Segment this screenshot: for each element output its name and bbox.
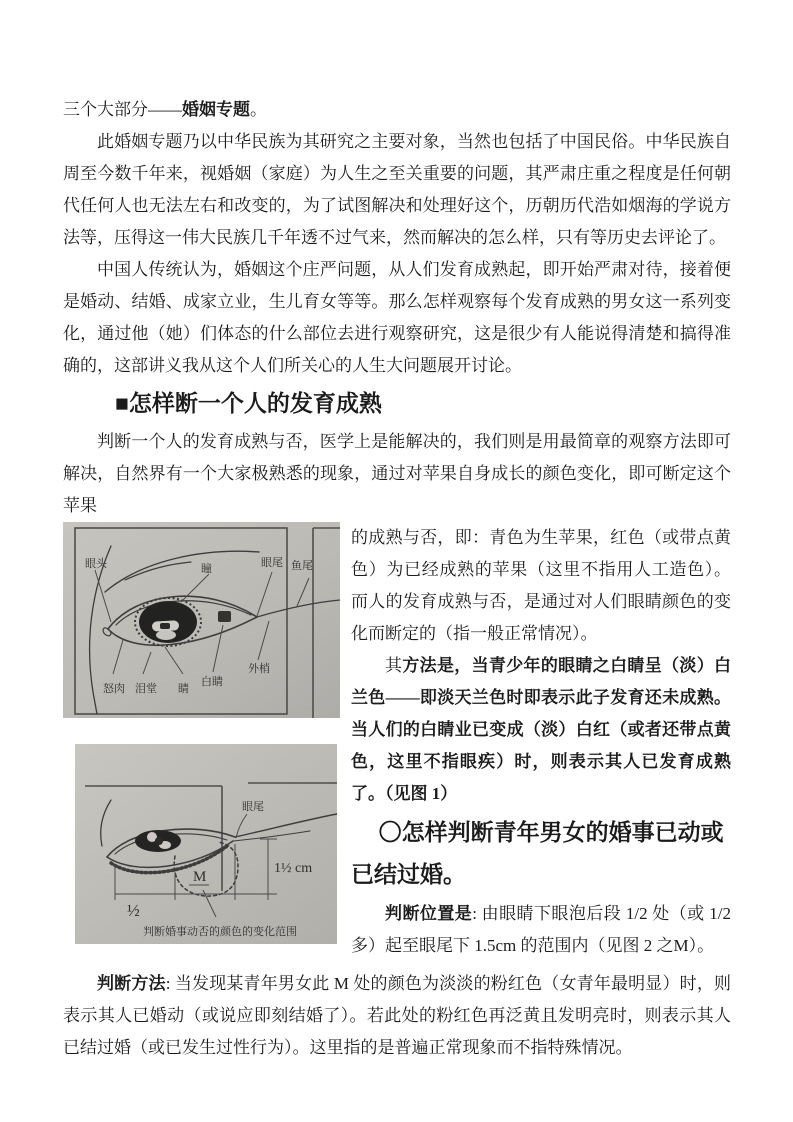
figure-1-label-wai-shao: 外梢 [248, 663, 270, 675]
intro-suffix: 。 [250, 100, 267, 119]
intro-prefix: 三个大部分—— [63, 100, 182, 119]
figure-2-photo-background [75, 744, 337, 944]
figure-2-dim-bottom-label: ½ [127, 901, 140, 920]
figure-2-dim-right-label: 1½ cm [274, 861, 313, 876]
para-method-prefix: 其 [385, 656, 403, 675]
para-marriage-topic: 此婚姻专题乃以中华民族为其研究之主要对象，当然也包括了中国民俗。中华民族自周至今数千年来，视婚姻（家庭）为人生之至关重要的问题，其严肃庄重之程度是任何朝代任何人也无法左右和改变的，为了试图解决和处理好这个，历朝历代浩如烟海的学说方法等，压得这一伟大民族几千年透不过气来，然而解决的怎么样，只有等历史去评论了。 [63, 132, 731, 247]
intro-bold-topic: 婚姻专题 [182, 100, 250, 119]
figure-1-eye-diagram [63, 522, 340, 718]
para-position-lead: 判断位置是 [385, 904, 473, 923]
para-judgement-text: : 当发现某青年男女此 M 处的颜色为淡淡的粉红色（女青年最明显）时，则表示其人已婚动（或说应即刻结婚了）。若此处的粉红色再泛黄且发明亮时，则表示其人已结过婚（或已发生过性行为）。这里指的是普遍正常现象而不指特殊情况。 [63, 974, 732, 1057]
para-judgement [63, 968, 731, 1064]
heading-maturity: ■怎样断一个人的发育成熟 [115, 391, 382, 416]
para-apple-continue: 的成熟与否，即：青色为生苹果，红色（或带点黄色）为已经成熟的苹果（这里不指用人工造色）。而人的发育成熟与否，是通过对人们眼睛颜色的变化而断定的（指一般正常情况）。 [351, 528, 731, 643]
figures-and-text-row [63, 522, 731, 962]
figure-2-label-m: M [193, 869, 207, 885]
figure-2-eye-diagram [75, 744, 337, 944]
figure-1-label-eye-tail: 眼尾 [261, 557, 283, 569]
figure-1-label-eye-head: 眼头 [85, 558, 107, 570]
figure-1-label-pupil: 瞳 [201, 563, 212, 575]
figure-1-label-bai-jing: 白睛 [201, 676, 223, 688]
page-content [63, 94, 731, 1064]
figure-1-label-jing: 睛 [178, 683, 189, 695]
para-position-text: : 由眼睛下眼泡后段 1/2 处（或 1/2 多）起至眼尾下 1.5cm 的范围内（见图 2 之M）。 [351, 904, 732, 955]
para-method [351, 650, 731, 810]
figure-2-caption: 判断婚事动否的颜色的变化范围 [143, 926, 297, 938]
intro-line [63, 94, 731, 126]
figure-2-label-eye-tail: 眼尾 [242, 801, 264, 813]
para-tradition: 中国人传统认为，婚姻这个庄严问题，从人们发育成熟起，即开始严肃对待，接着便是婚动、结婚、成家立业，生儿育女等等。那么怎样观察每个发育成熟的男女这一系列变化，通过他（她）们体态的什么部位去进行观察研究，这是很少有人能说得清楚和搞得准确的，这部讲义我从这个人们所关心的人生大问题展开讨论。 [63, 260, 731, 375]
para-judgement-lead: 判断方法 [97, 974, 166, 993]
heading-marriage: 〇怎样判断青年男女的婚事已动或已结过婚。 [351, 820, 724, 887]
figure-1-label-nu-rou: 怒肉 [103, 683, 125, 695]
wrap-text-column [351, 522, 731, 962]
para-method-bold: 方法是，当青少年的眼睛之白睛呈（淡）白兰色——即淡天兰色时即表示此子发育还未成熟。当人们的白睛业已变成（淡）白红（或者还带点黄色，这里不指眼疾）时，则表示其人已发育成熟了。（见图 1） [351, 656, 732, 803]
figure-column [63, 522, 341, 944]
outer-corner-mark [218, 611, 231, 622]
para-position [351, 898, 731, 962]
figure-1-label-lei-tang: 泪堂 [135, 683, 157, 695]
figure-1-label-fish-tail: 鱼尾 [291, 560, 313, 572]
para-judge-intro: 判断一个人的发育成熟与否，医学上是能解决的，我们则是用最简章的观察方法即可解决，自然界有一个大家极熟悉的现象，通过对苹果自身成长的颜色变化，即可断定这个苹果 [63, 432, 731, 515]
